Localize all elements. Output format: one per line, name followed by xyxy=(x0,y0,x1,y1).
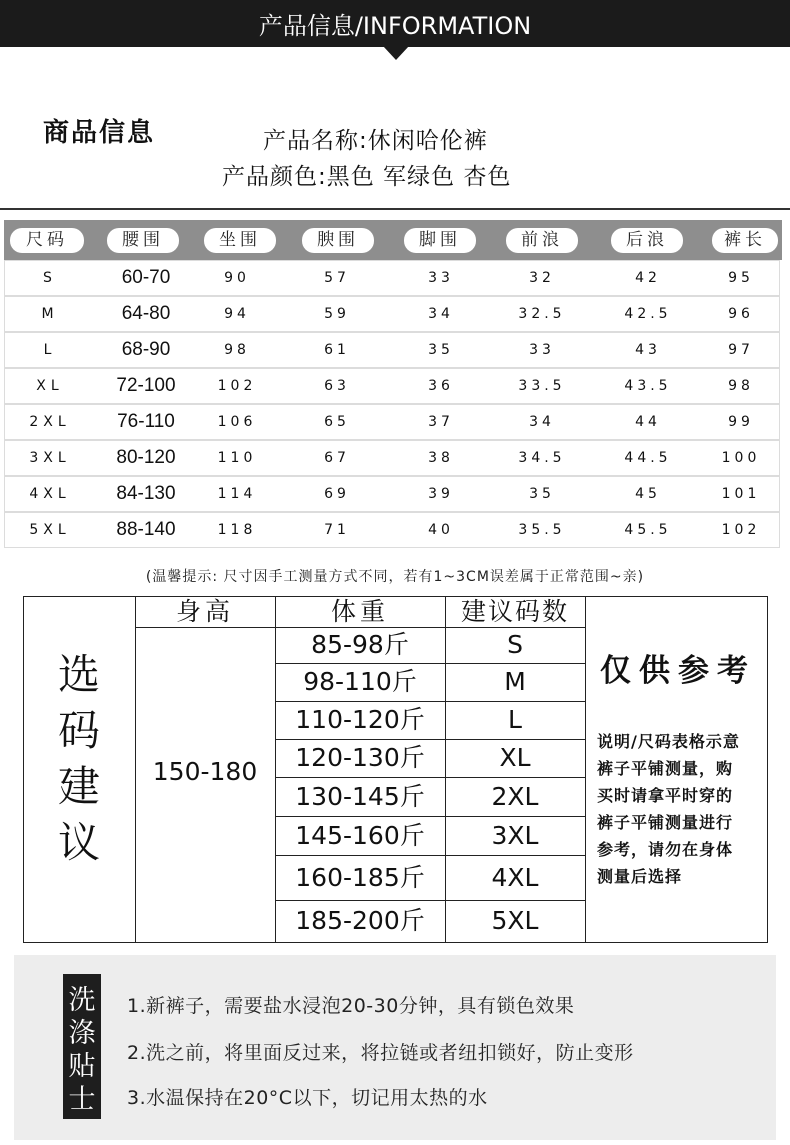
washing-tips-badge xyxy=(63,974,101,1119)
front-rise-value: 35 xyxy=(529,486,555,502)
back-rise-value: 42.5 xyxy=(624,306,672,322)
front-rise-value: 33.5 xyxy=(518,378,566,394)
front-rise-value: 35.5 xyxy=(518,522,566,538)
front-rise-value: 32 xyxy=(529,270,555,286)
badge-char: 洗 xyxy=(68,985,96,1016)
size-row-m xyxy=(4,296,780,332)
hip-value: 110 xyxy=(217,450,257,466)
washing-tip: 1.新裤子，需要盐水浸泡20-30分钟，具有锁色效果 xyxy=(127,995,575,1017)
recommend-title-char: 选 xyxy=(57,650,100,699)
section-divider xyxy=(0,208,790,210)
front-rise-value: 32.5 xyxy=(518,306,566,322)
measurement-note: (温馨提示: 尺寸因手工测量方式不同，若有1~3CM误差属于正常范围~亲) xyxy=(145,569,645,585)
size-table-header xyxy=(4,220,782,260)
length-value: 101 xyxy=(721,486,761,502)
size-row-3xl xyxy=(4,440,780,476)
weight-range: 160-185斤 xyxy=(295,863,425,892)
explanation-line: 裤子平铺测量，购 xyxy=(597,759,734,778)
banner-title: 产品信息/INFORMATION xyxy=(258,12,532,40)
waist-value: 80-120 xyxy=(116,447,176,468)
length-value: 102 xyxy=(721,522,761,538)
weight-range: 85-98斤 xyxy=(311,630,409,659)
front-rise-value: 34.5 xyxy=(518,450,566,466)
thigh-value: 57 xyxy=(324,270,350,286)
badge-char: 涤 xyxy=(68,1018,96,1049)
thigh-value: 61 xyxy=(324,342,350,358)
header-height: 身高 xyxy=(175,597,234,626)
size-row-xl xyxy=(4,368,780,404)
hip-value: 102 xyxy=(217,378,257,394)
washing-tip: 3.水温保持在20°C以下，切记用太热的水 xyxy=(127,1087,488,1109)
thigh-value: 59 xyxy=(324,306,350,322)
thigh-value: 69 xyxy=(324,486,350,502)
header-length: 裤长 xyxy=(712,228,778,253)
header-waist: 腰围 xyxy=(107,228,179,253)
header-weight: 体重 xyxy=(330,597,389,626)
size-code: 4XL xyxy=(29,486,71,502)
size-row-l xyxy=(4,332,780,368)
recommended-size: L xyxy=(508,705,522,734)
waist-value: 68-90 xyxy=(121,339,171,360)
hip-value: 118 xyxy=(217,522,257,538)
leg-opening-value: 40 xyxy=(428,522,454,538)
product-name: 产品名称:休闲哈伦裤 xyxy=(263,128,488,154)
washing-tip: 2.洗之前，将里面反过来，将拉链或者纽扣锁好，防止变形 xyxy=(127,1042,634,1064)
back-rise-value: 45 xyxy=(635,486,661,502)
leg-opening-value: 33 xyxy=(428,270,454,286)
weight-range: 110-120斤 xyxy=(295,705,425,734)
explanation-line: 裤子平铺测量进行 xyxy=(597,813,734,832)
grid-line xyxy=(585,597,586,943)
back-rise-value: 43.5 xyxy=(624,378,672,394)
weight-range: 98-110斤 xyxy=(303,667,417,696)
badge-char: 贴 xyxy=(68,1051,96,1082)
recommended-size: S xyxy=(507,630,523,659)
thigh-value: 67 xyxy=(324,450,350,466)
recommended-size: 5XL xyxy=(491,906,539,935)
banner-arrow xyxy=(383,46,409,60)
size-code: XL xyxy=(36,378,64,394)
badge-char: 士 xyxy=(68,1084,96,1115)
header-front-rise: 前浪 xyxy=(506,228,578,253)
recommended-size: 4XL xyxy=(491,863,539,892)
waist-value: 64-80 xyxy=(121,303,171,324)
size-code: L xyxy=(43,342,57,358)
waist-value: 76-110 xyxy=(117,411,175,432)
leg-opening-value: 34 xyxy=(428,306,454,322)
waist-value: 72-100 xyxy=(116,375,176,396)
hip-value: 98 xyxy=(224,342,250,358)
weight-range: 130-145斤 xyxy=(295,782,425,811)
reference-only-title: 仅供参考 xyxy=(600,653,756,689)
back-rise-value: 45.5 xyxy=(624,522,672,538)
back-rise-value: 44.5 xyxy=(624,450,672,466)
leg-opening-value: 35 xyxy=(428,342,454,358)
weight-range: 120-130斤 xyxy=(295,743,425,772)
product-info-heading: 商品信息 xyxy=(43,118,156,148)
hip-value: 114 xyxy=(217,486,257,502)
waist-value: 84-130 xyxy=(116,483,176,504)
length-value: 100 xyxy=(721,450,761,466)
header-thigh: 腴围 xyxy=(302,228,374,253)
header-back-rise: 后浪 xyxy=(611,228,683,253)
back-rise-value: 43 xyxy=(635,342,661,358)
length-value: 96 xyxy=(728,306,754,322)
front-rise-value: 34 xyxy=(529,414,555,430)
back-rise-value: 42 xyxy=(635,270,661,286)
thigh-value: 71 xyxy=(324,522,350,538)
waist-value: 60-70 xyxy=(121,267,171,288)
leg-opening-value: 38 xyxy=(428,450,454,466)
thigh-value: 65 xyxy=(324,414,350,430)
weight-range: 185-200斤 xyxy=(295,906,425,935)
leg-opening-value: 39 xyxy=(428,486,454,502)
weight-range: 145-160斤 xyxy=(295,821,425,850)
front-rise-value: 33 xyxy=(529,342,555,358)
recommended-size: XL xyxy=(499,743,531,772)
explanation-line: 测量后选择 xyxy=(597,867,683,886)
recommended-size: 3XL xyxy=(491,821,539,850)
back-rise-value: 44 xyxy=(635,414,661,430)
length-value: 97 xyxy=(728,342,754,358)
size-code: 2XL xyxy=(29,414,71,430)
header-banner xyxy=(0,0,790,47)
recommended-size: M xyxy=(504,667,526,696)
length-value: 99 xyxy=(728,414,754,430)
header-hip: 坐围 xyxy=(204,228,276,253)
header-size: 尺码 xyxy=(10,228,84,253)
recommended-size: 2XL xyxy=(491,782,539,811)
explanation-line: 买时请拿平时穿的 xyxy=(597,786,734,805)
size-code: 5XL xyxy=(29,522,71,538)
hip-value: 90 xyxy=(224,270,250,286)
header-recommended-size: 建议码数 xyxy=(460,597,569,626)
thigh-value: 63 xyxy=(324,378,350,394)
size-row-s xyxy=(4,260,780,296)
length-value: 98 xyxy=(728,378,754,394)
waist-value: 88-140 xyxy=(116,519,176,540)
recommend-title-char: 码 xyxy=(57,706,100,755)
leg-opening-value: 36 xyxy=(428,378,454,394)
explanation-line: 参考，请勿在身体 xyxy=(597,840,734,859)
length-value: 95 xyxy=(728,270,754,286)
explanation-line: 说明/尺码表格示意 xyxy=(597,732,740,751)
hip-value: 94 xyxy=(224,306,250,322)
size-row-5xl xyxy=(4,512,780,548)
height-range: 150-180 xyxy=(152,757,258,786)
header-leg-opening: 脚围 xyxy=(404,228,476,253)
product-colors: 产品颜色:黑色 军绿色 杏色 xyxy=(222,164,512,190)
size-row-2xl xyxy=(4,404,780,440)
size-code: 3XL xyxy=(29,450,71,466)
recommend-title-char: 建 xyxy=(57,762,100,811)
recommend-title-char: 议 xyxy=(57,818,100,867)
size-code: M xyxy=(41,306,59,322)
hip-value: 106 xyxy=(217,414,257,430)
size-code: S xyxy=(43,270,57,286)
size-row-4xl xyxy=(4,476,780,512)
leg-opening-value: 37 xyxy=(428,414,454,430)
size-recommendation-table xyxy=(23,596,768,943)
explanation-text xyxy=(597,728,767,890)
